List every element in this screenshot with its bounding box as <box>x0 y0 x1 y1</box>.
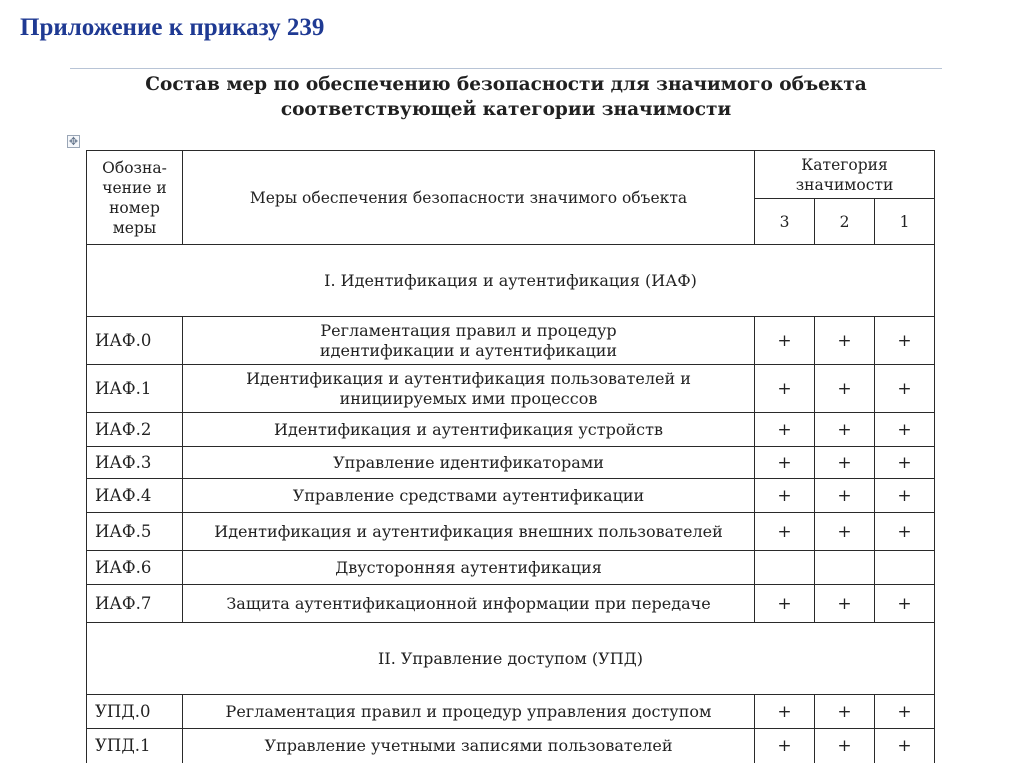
measure-text-line: Управление средствами аутентификации <box>292 485 645 505</box>
category-mark: + <box>875 447 935 479</box>
header-category-3: 3 <box>755 199 815 245</box>
category-mark <box>755 551 815 585</box>
header-category-cell <box>755 151 935 199</box>
document-heading <box>70 72 942 122</box>
category-mark: + <box>875 585 935 623</box>
section-row <box>87 245 935 317</box>
measure-code: УПД.0 <box>87 695 183 729</box>
measure-code: ИАФ.6 <box>87 551 183 585</box>
measure-code: ИАФ.2 <box>87 413 183 447</box>
category-mark: + <box>755 365 815 413</box>
category-mark: + <box>815 479 875 513</box>
measure-text <box>183 729 755 763</box>
category-mark: + <box>755 479 815 513</box>
table-row <box>87 729 935 763</box>
document-heading-line-1: Состав мер по обеспечению безопасности для значимого объекта <box>145 74 867 95</box>
table-move-handle-icon[interactable]: ✥ <box>68 135 79 148</box>
measure-text-line: Идентификация и аутентификация внешних пользователей <box>214 521 723 541</box>
measure-text <box>183 695 755 729</box>
measure-text-line: идентификации и аутентификации <box>319 340 618 360</box>
category-mark: + <box>875 365 935 413</box>
category-mark: + <box>875 479 935 513</box>
header-measures-cell: Меры обеспечения безопасности значимого объекта <box>183 151 755 245</box>
category-mark <box>815 551 875 585</box>
table-row <box>87 551 935 585</box>
category-mark: + <box>815 513 875 551</box>
category-mark: + <box>875 413 935 447</box>
measure-text <box>183 317 755 365</box>
measure-text <box>183 479 755 513</box>
measure-text-line: инициируемых ими процессов <box>339 388 598 408</box>
category-mark: + <box>815 729 875 763</box>
measure-text <box>183 551 755 585</box>
table-row <box>87 585 935 623</box>
measure-text-line: Двусторонняя аутентификация <box>335 557 602 577</box>
measure-code: ИАФ.7 <box>87 585 183 623</box>
category-mark: + <box>875 317 935 365</box>
table-row <box>87 413 935 447</box>
header-category-line: Категория <box>801 155 888 174</box>
table-row <box>87 365 935 413</box>
table-row <box>87 479 935 513</box>
section-title: II. Управление доступом (УПД) <box>87 623 935 695</box>
measure-text <box>183 365 755 413</box>
header-category-1: 1 <box>875 199 935 245</box>
category-mark: + <box>815 447 875 479</box>
measure-text-line: Регламентация правил и процедур <box>320 320 617 340</box>
category-mark: + <box>755 513 815 551</box>
category-mark: + <box>875 513 935 551</box>
header-category-2: 2 <box>815 199 875 245</box>
measure-text-line: Регламентация правил и процедур управления доступом <box>225 701 712 721</box>
category-mark: + <box>875 729 935 763</box>
table-row <box>87 513 935 551</box>
header-code-line: меры <box>112 218 157 237</box>
table-row <box>87 695 935 729</box>
measure-text <box>183 447 755 479</box>
measure-code: ИАФ.0 <box>87 317 183 365</box>
measure-text-line: Управление учетными записями пользователей <box>264 735 673 755</box>
header-category-line: значимости <box>795 175 894 194</box>
header-code-line: чение и <box>102 178 167 197</box>
measure-text-line: Управление идентификаторами <box>333 452 604 472</box>
section-title: I. Идентификация и аутентификация (ИАФ) <box>87 245 935 317</box>
measure-text-line: Идентификация и аутентификация пользователей и <box>246 368 691 388</box>
category-mark <box>875 551 935 585</box>
measures-table <box>86 150 935 763</box>
category-mark: + <box>755 585 815 623</box>
table-row <box>87 447 935 479</box>
header-code-line: номер <box>109 198 160 217</box>
category-mark: + <box>755 729 815 763</box>
header-divider <box>70 68 942 69</box>
category-mark: + <box>875 695 935 729</box>
category-mark: + <box>815 317 875 365</box>
category-mark: + <box>755 317 815 365</box>
category-mark: + <box>815 413 875 447</box>
category-mark: + <box>815 695 875 729</box>
header-code-line: Обозна- <box>102 158 167 177</box>
slide-title: Приложение к приказу 239 <box>20 14 325 41</box>
section-row <box>87 623 935 695</box>
measure-text-line: Идентификация и аутентификация устройств <box>274 419 663 439</box>
measure-code: ИАФ.5 <box>87 513 183 551</box>
header-code-cell <box>87 151 183 245</box>
measure-code: ИАФ.4 <box>87 479 183 513</box>
category-mark: + <box>815 585 875 623</box>
category-mark: + <box>755 695 815 729</box>
measure-code: УПД.1 <box>87 729 183 763</box>
category-mark: + <box>755 447 815 479</box>
measure-text-line: Защита аутентификационной информации при передаче <box>226 593 711 613</box>
measure-code: ИАФ.1 <box>87 365 183 413</box>
table-row <box>87 317 935 365</box>
category-mark: + <box>755 413 815 447</box>
document-heading-line-2: соответствующей категории значимости <box>280 99 732 120</box>
measure-text <box>183 513 755 551</box>
measure-text <box>183 585 755 623</box>
measure-code: ИАФ.3 <box>87 447 183 479</box>
category-mark: + <box>815 365 875 413</box>
measure-text <box>183 413 755 447</box>
